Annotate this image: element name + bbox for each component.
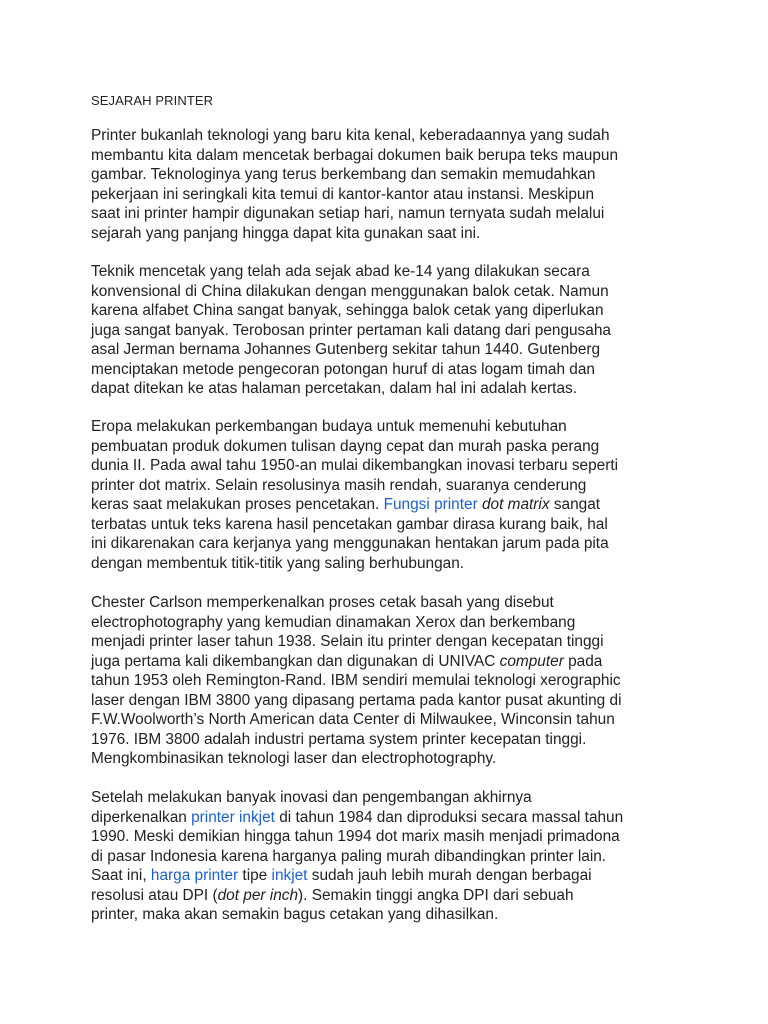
text-segment: laser dengan IBM 3800 yang dipasang pertama pada kantor pusat akunting di	[91, 691, 622, 709]
text-line	[91, 262, 691, 282]
text-segment: gambar. Teknologinya yang terus berkembang dan semakin memudahkan	[91, 166, 596, 183]
paragraph-3	[91, 417, 691, 573]
text-line	[91, 730, 691, 750]
text-line	[91, 866, 691, 886]
text-line	[91, 534, 691, 554]
paragraph-1	[91, 126, 691, 243]
text-line	[91, 671, 691, 691]
text-segment: tipe	[238, 867, 272, 884]
text-segment: dunia II. Pada awal tahu 1950-an mulai dikembangkan inovasi terbaru seperti	[91, 457, 619, 474]
text-line	[91, 476, 691, 496]
text-line	[91, 515, 691, 535]
text-segment: sangat	[549, 496, 601, 513]
inline-link[interactable]: harga printer	[150, 867, 239, 884]
text-segment: sejarah yang panjang hingga dapat kita gunakan saat ini.	[91, 224, 481, 242]
text-line	[91, 417, 691, 437]
text-line	[91, 827, 691, 847]
text-line	[91, 456, 691, 476]
document-title: SEJARAH PRINTER	[91, 93, 214, 108]
text-segment: dengan membentuk titik-titik yang saling berhubungan.	[91, 554, 465, 572]
text-segment: sudah jauh lebih murah dengan berbagai	[307, 867, 592, 884]
text-segment: membantu kita dalam mencetak berbagai dokumen baik berupa teks maupun	[91, 146, 619, 164]
text-segment: printer dot matrix. Selain resolusinya masih rendah, suaranya cenderung	[91, 476, 587, 494]
text-line	[91, 321, 691, 341]
text-line	[91, 691, 691, 711]
text-segment: ). Semakin tinggi angka DPI dari sebuah	[298, 886, 574, 904]
paragraph-2	[91, 262, 691, 399]
text-segment: Mengkombinasikan teknologi laser dan electrophotography.	[91, 750, 497, 767]
text-line	[91, 282, 691, 302]
text-line	[91, 847, 691, 867]
text-segment: Chester Carlson memperkenalkan proses cetak basah yang disebut	[91, 594, 554, 611]
text-segment: 1976. IBM 3800 adalah industri pertama system printer kecepatan tinggi.	[91, 730, 587, 748]
text-line	[91, 808, 691, 828]
text-line	[91, 632, 691, 652]
paragraph-5	[91, 788, 691, 925]
text-line	[91, 165, 691, 185]
text-segment: saat ini printer hampir digunakan setiap hari, namun ternyata sudah melalui	[91, 205, 605, 222]
text-line	[91, 224, 691, 244]
text-segment: pekerjaan ini seringkali kita temui di kantor-kantor atau instansi. Meskipun	[91, 185, 595, 203]
text-segment: menjadi printer laser tahun 1938. Selain itu printer dengan kecepatan tinggi	[91, 633, 604, 650]
text-line	[91, 788, 691, 808]
text-line	[91, 613, 691, 633]
text-segment: pada	[563, 652, 603, 670]
italic-text: dot per inch	[217, 886, 299, 904]
text-line	[91, 340, 691, 360]
text-segment: juga pertama kali dikembangkan dan digunakan di UNIVAC	[91, 652, 500, 670]
inline-link[interactable]: inkjet	[271, 867, 308, 884]
text-segment: menciptakan metode pengecoran potongan huruf di atas logam timah dan	[91, 360, 595, 378]
text-segment: resolusi atau DPI (	[91, 886, 218, 904]
text-segment: printer, maka akan semakin bagus cetakan yang dihasilkan.	[91, 906, 499, 923]
text-segment: electrophotography yang kemudian dinamakan Xerox dan berkembang	[91, 613, 576, 631]
text-segment: Eropa melakukan perkembangan budaya untuk memenuhi kebutuhan	[91, 418, 567, 435]
inline-link[interactable]: printer inkjet	[191, 808, 275, 826]
text-segment: juga sangat banyak. Terobosan printer pertaman kali datang dari pengusaha	[91, 321, 611, 339]
text-line	[91, 379, 691, 399]
text-segment: terbatas untuk teks karena hasil pencetakan gambar dirasa kurang baik, hal	[91, 515, 608, 533]
text-line	[91, 886, 691, 906]
italic-text: dot matrix	[481, 496, 550, 513]
text-segment: Saat ini,	[91, 867, 151, 884]
text-line	[91, 495, 691, 515]
text-line	[91, 146, 691, 166]
text-line	[91, 126, 691, 146]
text-segment: keras saat melakukan proses pencetakan.	[91, 496, 384, 513]
text-segment: tahun 1953 oleh Remington-Rand. IBM sendiri memulai teknologi xerographic	[91, 672, 621, 689]
text-segment: Printer bukanlah teknologi yang baru kita kenal, keberadaannya yang sudah	[91, 127, 610, 144]
text-segment: di tahun 1984 dan diproduksi secara massal tahun	[274, 808, 624, 826]
text-segment: konvensional di China dilakukan dengan menggunakan balok cetak. Namun	[91, 282, 609, 300]
text-segment: karena alfabet China sangat banyak, sehingga balok cetak yang diperlukan	[91, 302, 604, 319]
text-line	[91, 301, 691, 321]
text-line	[91, 905, 691, 925]
text-line	[91, 185, 691, 205]
text-line	[91, 593, 691, 613]
text-segment: diperkenalkan	[91, 808, 192, 826]
text-line	[91, 437, 691, 457]
italic-text: computer	[499, 652, 564, 670]
text-segment: asal Jerman bernama Johannes Gutenberg sekitar tahun 1440. Gutenberg	[91, 341, 601, 358]
text-segment: 1990. Meski demikian hingga tahun 1994 dot marix masih menjadi primadona	[91, 828, 620, 845]
text-segment: dapat ditekan ke atas halaman percetakan, dalam hal ini adalah kertas.	[91, 380, 577, 397]
text-line	[91, 204, 691, 224]
text-line	[91, 652, 691, 672]
text-segment: pembuatan produk dokumen tulisan dayng cepat dan murah paska perang	[91, 437, 600, 455]
text-segment: di pasar Indonesia karena harganya paling murah dibandingkan printer lain.	[91, 847, 607, 865]
text-line	[91, 360, 691, 380]
text-line	[91, 554, 691, 574]
inline-link[interactable]: Fungsi printer	[383, 496, 478, 513]
text-segment: Setelah melakukan banyak inovasi dan pengembangan akhirnya	[91, 789, 532, 806]
text-segment: Teknik mencetak yang telah ada sejak abad ke-14 yang dilakukan secara	[91, 263, 590, 280]
text-line	[91, 710, 691, 730]
text-segment: F.W.Woolworth’s North American data Center di Milwaukee, Winconsin tahun	[91, 711, 615, 728]
paragraph-4	[91, 593, 691, 769]
text-segment: ini dikarenakan cara kerjanya yang menggunakan hentakan jarum pada pita	[91, 535, 609, 552]
text-line	[91, 749, 691, 769]
